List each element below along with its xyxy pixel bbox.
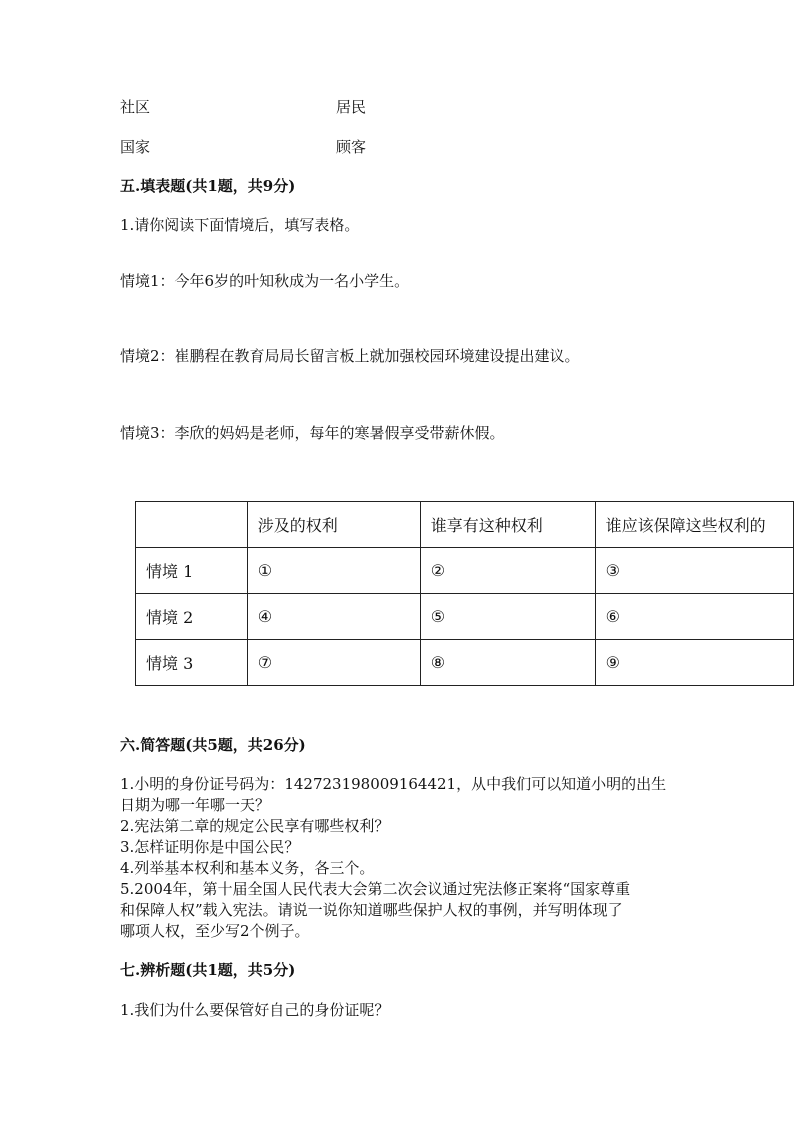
section6-line-7: 和保障人权”载入宪法。请说一说你知道哪些保护人权的事例，并写明体现了 [120,901,623,919]
table-row [136,640,794,686]
table-header-cell: 谁应该保障这些权利的 [595,502,793,548]
rights-table [135,501,794,686]
table-cell: ③ [595,548,793,594]
section6-title: 六.简答题(共5题，共26分) [120,736,306,754]
table-cell: ② [420,548,595,594]
section5-question: 1.请你阅读下面情境后，填写表格。 [120,216,360,234]
table-header-row [136,502,794,548]
table-cell: ⑦ [247,640,420,686]
table-cell: ⑨ [595,640,793,686]
table-cell: ④ [247,594,420,640]
section6-line-8: 哪项人权，至少写2个例子。 [120,922,310,940]
table-header-cell [136,502,248,548]
section6-line-4: 3.怎样证明你是中国公民？ [120,838,300,856]
section6-line-2: 日期为哪一年哪一天？ [120,796,271,814]
section6-line-6: 5.2004年，第十届全国人民代表大会第二次会议通过宪法修正案将“国家尊重 [120,880,631,898]
table-cell: 情境 1 [136,548,248,594]
section6-line-5: 4.列举基本权利和基本义务，各三个。 [120,859,375,877]
section5-title: 五.填表题(共1题，共9分) [120,177,296,195]
section7-title: 七.辨析题(共1题，共5分) [120,961,296,979]
section7-question: 1.我们为什么要保管好自己的身份证呢？ [120,1001,390,1019]
section6-line-1: 1.小明的身份证号码为：142723198009164421，从中我们可以知道小明的出生 [120,775,667,793]
table-header-cell: 谁享有这种权利 [420,502,595,548]
matching-right-2: 顾客 [336,138,367,156]
matching-right-1: 居民 [336,98,367,116]
table-cell: 情境 2 [136,594,248,640]
table-header-cell: 涉及的权利 [247,502,420,548]
table-row [136,548,794,594]
matching-left-2: 国家 [120,138,151,156]
scenario-3: 情境3：李欣的妈妈是老师，每年的寒暑假享受带薪休假。 [120,424,505,442]
scenario-1: 情境1：今年6岁的叶知秋成为一名小学生。 [120,272,410,290]
section6-line-3: 2.宪法第二章的规定公民享有哪些权利？ [120,817,390,835]
table-cell: ⑥ [595,594,793,640]
matching-left-1: 社区 [120,98,151,116]
table-row [136,594,794,640]
table-cell: ⑧ [420,640,595,686]
table-cell: ① [247,548,420,594]
table-cell: ⑤ [420,594,595,640]
table-cell: 情境 3 [136,640,248,686]
scenario-2: 情境2：崔鹏程在教育局局长留言板上就加强校园环境建设提出建议。 [120,347,580,365]
